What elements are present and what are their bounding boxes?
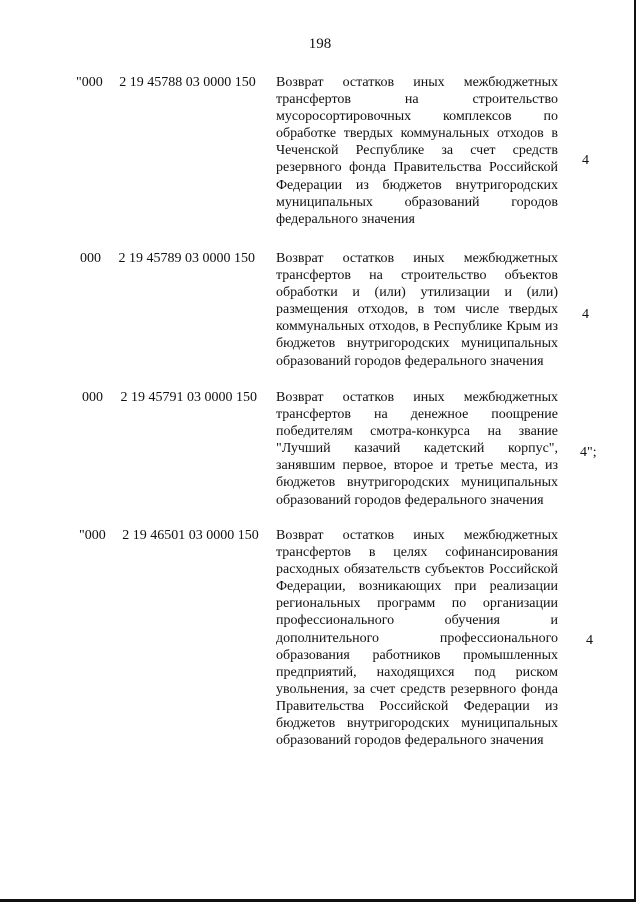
budget-classification-code: 2 19 46501 03 0000 150: [122, 528, 259, 543]
code-prefix: "000: [79, 528, 106, 543]
budget-classification-code: 2 19 45791 03 0000 150: [120, 390, 257, 405]
budget-classification-code: 2 19 45788 03 0000 150: [119, 75, 256, 90]
budget-code-cell: [76, 74, 256, 91]
entry-description: Возврат остатков иных межбюджетных трансфертов на строительство мусоросортировочных комплексов по обработке твердых коммунальных отходов в Чеченской Республике за счет средств резервного фонда Правительства Российской Федерации из бюджетов внутригородских муниципальных образований городов федерального значения: [276, 75, 558, 227]
code-prefix: 000: [80, 251, 101, 266]
page-number: 198: [308, 36, 332, 52]
budget-code-cell: [80, 250, 255, 267]
budget-code-cell: [79, 527, 259, 544]
entry-description: Возврат остатков иных межбюджетных трансфертов на строительство объектов обработки и (или) утилизации и (или) размещения отходов, в том числе твердых коммунальных отходов, в Республике Крым из бюджетов внутригородских муниципальных образований городов федерального значения: [276, 251, 558, 369]
entry-amount: 4: [586, 633, 593, 648]
budget-classification-code: 2 19 45789 03 0000 150: [118, 251, 255, 266]
entry-amount: 4";: [580, 445, 597, 460]
entry-amount: 4: [582, 307, 589, 322]
entry-description: Возврат остатков иных межбюджетных трансфертов в целях софинансирования расходных обязательств субъектов Российской Федерации, возникающих при реализации региональных программ по организации профессионального обучения и дополнительного профессионального образования работников промышленных предприятий, находящихся под риском увольнения, за счет средств резервного фонда Правительства Российской Федерации из бюджетов внутригородских муниципальных образований городов федерального значения: [276, 528, 558, 749]
code-prefix: "000: [76, 75, 103, 90]
entry-description: Возврат остатков иных межбюджетных трансфертов на денежное поощрение победителям смотра-конкурса на звание "Лучший казачий кадетский корпус", занявшим первое, второе и третье места, из бюджетов внутригородских муниципальных образований городов федерального значения: [276, 390, 558, 508]
budget-code-cell: [82, 389, 257, 406]
entry-amount: 4: [582, 153, 589, 168]
code-prefix: 000: [82, 390, 103, 405]
